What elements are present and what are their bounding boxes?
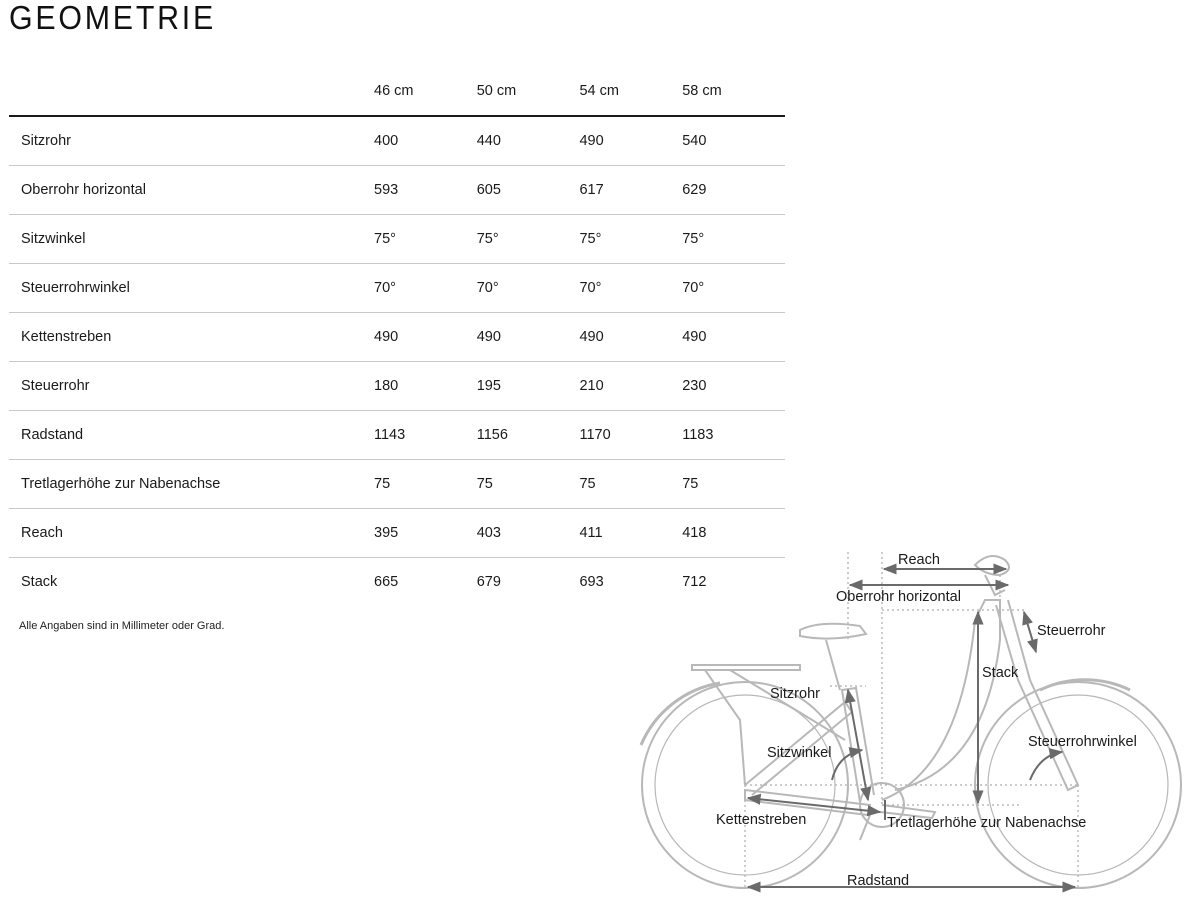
table-cell: 440: [477, 116, 580, 166]
head-tube-arrow: [1024, 612, 1036, 652]
table-cell: 411: [579, 509, 682, 558]
row-label: Stack: [21, 574, 58, 590]
table-cell: 693: [579, 574, 604, 590]
table-cell: 403: [477, 509, 580, 558]
label-reach: Reach: [898, 552, 940, 568]
units-note: Alle Angaben sind in Millimeter oder Grad.: [19, 620, 225, 632]
row-label: Sitzwinkel: [9, 215, 374, 264]
table-cell: 70°: [374, 264, 477, 313]
table-cell: 490: [477, 313, 580, 362]
table-cell: 1183: [682, 411, 785, 460]
table-cell: 490: [579, 116, 682, 166]
row-label: Sitzrohr: [9, 116, 374, 166]
table-cell: 75: [477, 460, 580, 509]
label-stack: Stack: [982, 665, 1019, 681]
row-label: Reach: [9, 509, 374, 558]
table-cell: 712: [682, 574, 707, 590]
table-cell: 75°: [682, 215, 785, 264]
table-cell: 230: [682, 362, 785, 411]
table-cell: 395: [374, 509, 477, 558]
table-cell: 210: [579, 362, 682, 411]
table-cell: 418: [682, 509, 785, 558]
table-cell: 490: [579, 313, 682, 362]
table-cell: 490: [682, 313, 785, 362]
row-label: Oberrohr horizontal: [9, 166, 374, 215]
table-cell: 75°: [579, 215, 682, 264]
row-label: Steuerrohr: [9, 362, 374, 411]
column-header: 46 cm: [374, 66, 477, 116]
row-label: Tretlagerhöhe zur Nabenachse: [9, 460, 374, 509]
table-cell: 180: [374, 362, 477, 411]
table-cell: 490: [374, 313, 477, 362]
rack: [692, 665, 845, 785]
label-top-tube: Oberrohr horizontal: [836, 589, 961, 605]
row-label: Steuerrohrwinkel: [9, 264, 374, 313]
page-title: GEOMETRIE: [9, 0, 217, 36]
table-cell: 1170: [579, 411, 682, 460]
label-chainstay: Kettenstreben: [716, 812, 807, 828]
table-cell: 75°: [374, 215, 477, 264]
table-cell: 70°: [477, 264, 580, 313]
row-label: Kettenstreben: [9, 313, 374, 362]
table-cell: 70°: [579, 264, 682, 313]
seatpost: [826, 640, 840, 690]
column-header: 50 cm: [477, 66, 580, 116]
handlebar: [975, 556, 1009, 575]
label-bb-drop: Tretlagerhöhe zur Nabenachse: [887, 815, 1087, 831]
table-cell: 75: [579, 460, 682, 509]
table-cell: 629: [682, 166, 785, 215]
label-seat-angle: Sitzwinkel: [767, 745, 832, 761]
table-cell: 679: [476, 574, 501, 590]
table-cell: 1143: [374, 411, 477, 460]
table-cell: 617: [579, 166, 682, 215]
label-seat-tube: Sitzrohr: [770, 686, 820, 702]
label-wheelbase: Radstand: [847, 873, 910, 889]
diagram-labels: [716, 552, 1137, 889]
saddle: [800, 624, 866, 639]
table-cell: 540: [682, 116, 785, 166]
table-cell: 75: [682, 460, 785, 509]
row-label: Radstand: [9, 411, 374, 460]
table-cell: 400: [374, 116, 477, 166]
table-cell: 70°: [682, 264, 785, 313]
dimension-arrows: [748, 569, 1075, 887]
label-head-tube: Steuerrohr: [1037, 623, 1106, 639]
frame-down-tube: [882, 600, 1000, 800]
table-cell: 1156: [477, 411, 580, 460]
table-cell: 605: [477, 166, 580, 215]
column-header: 58 cm: [682, 66, 785, 116]
table-cell: 593: [374, 166, 477, 215]
table-cell: 75: [374, 460, 477, 509]
column-header: 54 cm: [579, 66, 682, 116]
table-cell: 195: [477, 362, 580, 411]
bike-outline: [641, 556, 1181, 888]
table-cell: 75°: [477, 215, 580, 264]
label-head-angle: Steuerrohrwinkel: [1028, 734, 1137, 750]
table-cell: 665: [374, 574, 399, 590]
